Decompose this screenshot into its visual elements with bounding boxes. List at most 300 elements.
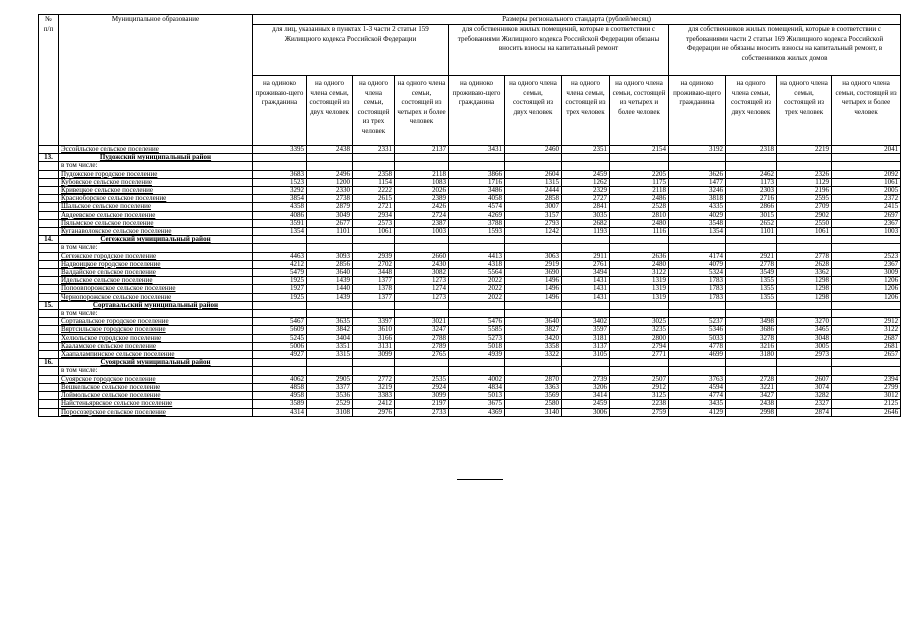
value-cell: 5324 — [669, 269, 726, 277]
value-cell: 1206 — [832, 277, 901, 285]
value-cell: 2739 — [562, 375, 610, 383]
value-cell: 3351 — [307, 342, 353, 350]
value-cell: 2196 — [777, 187, 832, 195]
value-cell: 3049 — [307, 211, 353, 219]
value-cell: 4778 — [669, 342, 726, 350]
municipality-name: Пяльмское сельское поселение — [59, 219, 253, 227]
value-cell: 2934 — [353, 211, 395, 219]
municipality-name: Вешкельское сельское поселение — [59, 383, 253, 391]
value-cell — [395, 162, 449, 170]
value-cell — [726, 359, 777, 367]
value-cell: 2222 — [353, 187, 395, 195]
value-cell: 4079 — [669, 260, 726, 268]
value-cell: 3690 — [505, 269, 562, 277]
value-cell: 2005 — [832, 187, 901, 195]
municipality-name: Пудожское городское поселение — [59, 170, 253, 178]
value-cell — [669, 162, 726, 170]
municipality-name: в том числе: — [59, 162, 253, 170]
row-number — [39, 375, 59, 383]
value-cell — [449, 301, 505, 309]
value-cell: 5033 — [669, 334, 726, 342]
value-cell — [307, 162, 353, 170]
value-cell: 1593 — [449, 228, 505, 236]
district-row — [39, 359, 901, 367]
municipality-column-header: Муниципальное образование — [59, 15, 253, 146]
value-cell — [726, 244, 777, 252]
value-cell — [777, 367, 832, 375]
subheading-row — [39, 310, 901, 318]
value-cell: 4958 — [253, 392, 307, 400]
value-cell: 3363 — [505, 383, 562, 391]
value-cell: 1061 — [777, 228, 832, 236]
table-row — [39, 277, 901, 285]
value-cell: 1274 — [395, 285, 449, 293]
municipality-name: Идельское сельское поселение — [59, 277, 253, 285]
municipality-name: Сегежское городское поселение — [59, 252, 253, 260]
value-cell: 2480 — [610, 219, 669, 227]
value-cell: 2330 — [307, 187, 353, 195]
value-cell: 3015 — [726, 211, 777, 219]
subheader-12: на одного члена семьи, состоящей из четырех и более человек — [832, 76, 901, 146]
value-cell: 4369 — [449, 408, 505, 416]
value-cell: 3842 — [307, 326, 353, 334]
value-cell — [777, 310, 832, 318]
row-number — [39, 310, 59, 318]
value-cell: 3216 — [726, 342, 777, 350]
value-cell: 3536 — [307, 392, 353, 400]
value-cell: 1003 — [395, 228, 449, 236]
value-cell: 3137 — [562, 342, 610, 350]
row-number — [39, 187, 59, 195]
municipality-name: в том числе: — [59, 367, 253, 375]
value-cell: 2022 — [449, 293, 505, 301]
value-cell: 5018 — [449, 342, 505, 350]
district-name: Пудожский муниципальный район — [59, 154, 253, 162]
value-cell — [505, 310, 562, 318]
value-cell: 1783 — [669, 285, 726, 293]
value-cell: 2858 — [505, 195, 562, 203]
value-cell: 1431 — [562, 285, 610, 293]
table-row — [39, 178, 901, 186]
subheading-row — [39, 244, 901, 252]
value-cell: 3005 — [777, 342, 832, 350]
value-cell: 3818 — [669, 195, 726, 203]
table-row — [39, 293, 901, 301]
value-cell — [449, 162, 505, 170]
value-cell: 3395 — [253, 146, 307, 154]
value-cell — [395, 154, 449, 162]
value-cell: 1496 — [505, 285, 562, 293]
value-cell: 3099 — [353, 351, 395, 359]
subheader-7: на одного члена семьи, состоящей из трех человек — [562, 76, 610, 146]
value-cell — [610, 236, 669, 244]
value-cell: 3626 — [669, 170, 726, 178]
row-number — [39, 392, 59, 400]
value-cell: 1355 — [726, 285, 777, 293]
value-cell: 1083 — [395, 178, 449, 186]
value-cell — [726, 367, 777, 375]
value-cell: 1496 — [505, 293, 562, 301]
row-number: 15. — [39, 301, 59, 309]
value-cell: 2523 — [832, 252, 901, 260]
value-cell: 3404 — [307, 334, 353, 342]
value-cell: 4212 — [253, 260, 307, 268]
table-row — [39, 260, 901, 268]
subheading-row — [39, 162, 901, 170]
value-cell: 2092 — [832, 170, 901, 178]
value-cell: 2367 — [832, 219, 901, 227]
value-cell — [449, 236, 505, 244]
value-cell: 1925 — [253, 277, 307, 285]
value-cell: 3192 — [669, 146, 726, 154]
value-cell: 2372 — [832, 195, 901, 203]
value-cell — [669, 367, 726, 375]
value-cell — [726, 236, 777, 244]
value-cell — [253, 154, 307, 162]
value-cell: 2389 — [395, 195, 449, 203]
value-cell: 3788 — [449, 219, 505, 227]
municipality-name: Шальское сельское поселение — [59, 203, 253, 211]
value-cell: 2687 — [832, 334, 901, 342]
value-cell: 3025 — [610, 318, 669, 326]
value-cell: 1378 — [353, 285, 395, 293]
value-cell: 2905 — [307, 375, 353, 383]
value-cell: 2866 — [726, 203, 777, 211]
subheader-3: на одного члена семьи, состоящей из трех человек — [353, 76, 395, 146]
value-cell: 2765 — [395, 351, 449, 359]
value-cell — [353, 162, 395, 170]
value-cell: 1377 — [353, 293, 395, 301]
row-number — [39, 211, 59, 219]
value-cell: 1319 — [610, 293, 669, 301]
value-cell — [777, 244, 832, 252]
subheader-10: на одного члена семьи, состоящей из двух человек — [726, 76, 777, 146]
value-cell: 2924 — [395, 383, 449, 391]
table-row — [39, 146, 901, 154]
value-cell: 2238 — [610, 400, 669, 408]
value-cell: 3105 — [562, 351, 610, 359]
value-cell — [610, 244, 669, 252]
standard-sizes-title: Размеры регионального стандарта (рублей/месяц) — [253, 15, 900, 25]
value-cell: 4174 — [669, 252, 726, 260]
value-cell — [395, 310, 449, 318]
value-cell: 2462 — [726, 170, 777, 178]
value-cell: 3235 — [610, 326, 669, 334]
value-cell: 2856 — [307, 260, 353, 268]
value-cell: 3048 — [777, 334, 832, 342]
value-cell: 1319 — [610, 285, 669, 293]
municipality-name: Эссойльское сельское поселение — [59, 146, 253, 154]
value-cell: 2870 — [505, 375, 562, 383]
end-of-document-line — [457, 479, 503, 480]
municipality-name: Вяртсильское городское поселение — [59, 326, 253, 334]
value-cell — [669, 236, 726, 244]
value-cell: 2507 — [610, 375, 669, 383]
municipality-name: Хелюльское городское поселение — [59, 334, 253, 342]
value-cell: 3315 — [307, 351, 353, 359]
value-cell: 2738 — [307, 195, 353, 203]
row-number — [39, 326, 59, 334]
row-number — [39, 260, 59, 268]
value-cell: 2778 — [726, 260, 777, 268]
value-cell: 1927 — [253, 285, 307, 293]
value-cell: 3763 — [669, 375, 726, 383]
value-cell: 2326 — [777, 170, 832, 178]
district-row — [39, 154, 901, 162]
table-row — [39, 334, 901, 342]
value-cell — [353, 367, 395, 375]
value-cell: 3219 — [353, 383, 395, 391]
table-row — [39, 351, 901, 359]
value-cell: 3597 — [562, 326, 610, 334]
value-cell — [610, 162, 669, 170]
value-cell: 3140 — [505, 408, 562, 416]
value-cell — [505, 359, 562, 367]
value-cell: 3589 — [253, 400, 307, 408]
row-number — [39, 170, 59, 178]
value-cell: 2358 — [353, 170, 395, 178]
value-cell: 2607 — [777, 375, 832, 383]
row-number — [39, 285, 59, 293]
value-cell — [307, 367, 353, 375]
value-cell — [562, 236, 610, 244]
municipality-name: в том числе: — [59, 244, 253, 252]
value-cell — [832, 301, 901, 309]
table-row — [39, 269, 901, 277]
value-cell — [777, 359, 832, 367]
value-cell: 1101 — [307, 228, 353, 236]
subheader-4: на одного члена семьи, состоящей из четырех и более человек — [395, 76, 449, 146]
value-cell: 1242 — [505, 228, 562, 236]
value-cell — [395, 301, 449, 309]
value-cell: 2912 — [610, 383, 669, 391]
value-cell — [307, 154, 353, 162]
value-cell: 3292 — [253, 187, 307, 195]
municipality-name: Лоймольское сельское поселение — [59, 392, 253, 400]
value-cell: 2716 — [726, 195, 777, 203]
value-cell: 1783 — [669, 293, 726, 301]
value-cell — [610, 310, 669, 318]
value-cell: 5585 — [449, 326, 505, 334]
value-cell: 2480 — [610, 260, 669, 268]
value-cell: 2118 — [395, 170, 449, 178]
district-name: Суоярский муниципальный район — [59, 359, 253, 367]
value-cell — [669, 154, 726, 162]
municipality-name: Суоярское городское поселение — [59, 375, 253, 383]
value-cell: 5245 — [253, 334, 307, 342]
value-cell — [832, 244, 901, 252]
value-cell: 2022 — [449, 285, 505, 293]
value-cell: 3498 — [726, 318, 777, 326]
value-cell — [610, 367, 669, 375]
value-cell: 4058 — [449, 195, 505, 203]
value-cell: 2902 — [777, 211, 832, 219]
table-row — [39, 342, 901, 350]
value-cell: 2303 — [726, 187, 777, 195]
value-cell: 2137 — [395, 146, 449, 154]
municipality-name: Авдеевское сельское поселение — [59, 211, 253, 219]
municipality-name: Валдайское сельское поселение — [59, 269, 253, 277]
value-cell — [669, 359, 726, 367]
row-number: 14. — [39, 236, 59, 244]
value-cell: 2205 — [610, 170, 669, 178]
value-cell — [253, 162, 307, 170]
table-row — [39, 219, 901, 227]
value-cell — [726, 162, 777, 170]
value-cell: 2528 — [610, 203, 669, 211]
value-cell: 5564 — [449, 269, 505, 277]
value-cell: 4413 — [449, 252, 505, 260]
value-cell — [307, 359, 353, 367]
value-cell: 2573 — [353, 219, 395, 227]
value-cell: 2580 — [505, 400, 562, 408]
value-cell: 3270 — [777, 318, 832, 326]
value-cell — [777, 162, 832, 170]
subheading-row — [39, 367, 901, 375]
value-cell: 2125 — [832, 400, 901, 408]
value-cell — [505, 236, 562, 244]
value-cell: 5237 — [669, 318, 726, 326]
value-cell: 2327 — [777, 400, 832, 408]
row-number — [39, 351, 59, 359]
row-number — [39, 367, 59, 375]
value-cell: 2921 — [726, 252, 777, 260]
value-cell: 4574 — [449, 203, 505, 211]
district-name: Сортавальский муниципальный район — [59, 301, 253, 309]
value-cell: 3827 — [505, 326, 562, 334]
value-cell: 3099 — [395, 392, 449, 400]
value-cell: 2595 — [777, 195, 832, 203]
value-cell: 5273 — [449, 334, 505, 342]
table-row — [39, 170, 901, 178]
table-row — [39, 228, 901, 236]
municipality-name: Надвоицкое городское поселение — [59, 260, 253, 268]
value-cell: 1439 — [307, 293, 353, 301]
value-cell — [832, 154, 901, 162]
value-cell: 3322 — [505, 351, 562, 359]
value-cell: 2615 — [353, 195, 395, 203]
row-number — [39, 146, 59, 154]
row-number — [39, 252, 59, 260]
value-cell: 1377 — [353, 277, 395, 285]
value-cell: 1173 — [726, 178, 777, 186]
value-cell: 2879 — [307, 203, 353, 211]
value-cell: 3383 — [353, 392, 395, 400]
table-row — [39, 195, 901, 203]
value-cell: 4318 — [449, 260, 505, 268]
table-row — [39, 392, 901, 400]
value-cell: 3221 — [726, 383, 777, 391]
value-cell: 2041 — [832, 146, 901, 154]
value-cell — [353, 301, 395, 309]
row-number — [39, 293, 59, 301]
value-cell: 2709 — [777, 203, 832, 211]
value-cell: 4834 — [449, 383, 505, 391]
value-cell: 3021 — [395, 318, 449, 326]
value-cell: 4594 — [669, 383, 726, 391]
value-cell: 1440 — [307, 285, 353, 293]
value-cell: 4002 — [449, 375, 505, 383]
district-row — [39, 236, 901, 244]
group-header-1: для лиц, указанных в пунктах 1-3 части 2 статьи 159 Жилищного кодекса Российской Федерации — [253, 25, 449, 75]
value-cell: 3640 — [307, 269, 353, 277]
value-cell: 3686 — [726, 326, 777, 334]
district-row — [39, 301, 901, 309]
value-cell: 3402 — [562, 318, 610, 326]
value-cell: 1116 — [610, 228, 669, 236]
value-cell: 3125 — [610, 392, 669, 400]
value-cell: 4939 — [449, 351, 505, 359]
value-cell: 3866 — [449, 170, 505, 178]
value-cell: 3131 — [353, 342, 395, 350]
table-row — [39, 326, 901, 334]
value-cell: 3640 — [505, 318, 562, 326]
value-cell: 1355 — [726, 277, 777, 285]
value-cell: 2459 — [562, 170, 610, 178]
value-cell: 1354 — [253, 228, 307, 236]
value-cell — [832, 236, 901, 244]
subheader-8: на одного члена семьи, состоящей из четырех и более человек — [610, 76, 669, 146]
value-cell: 2430 — [395, 260, 449, 268]
value-cell: 2154 — [610, 146, 669, 154]
value-cell — [449, 154, 505, 162]
value-cell: 3035 — [562, 211, 610, 219]
value-cell: 2535 — [395, 375, 449, 383]
municipality-name: в том числе: — [59, 310, 253, 318]
value-cell: 5006 — [253, 342, 307, 350]
value-cell: 2778 — [777, 252, 832, 260]
value-cell: 1925 — [253, 293, 307, 301]
value-cell: 2022 — [449, 277, 505, 285]
value-cell: 2460 — [505, 146, 562, 154]
value-cell — [253, 367, 307, 375]
value-cell: 2681 — [832, 342, 901, 350]
value-cell: 2628 — [777, 260, 832, 268]
value-cell: 3180 — [726, 351, 777, 359]
value-cell: 4335 — [669, 203, 726, 211]
value-cell: 3157 — [505, 211, 562, 219]
value-cell: 1200 — [307, 178, 353, 186]
table-row — [39, 252, 901, 260]
value-cell: 3414 — [562, 392, 610, 400]
value-cell: 2318 — [726, 146, 777, 154]
value-cell: 1477 — [669, 178, 726, 186]
standards-table — [38, 14, 901, 417]
standard-sizes-header — [253, 15, 901, 76]
value-cell: 3549 — [726, 269, 777, 277]
row-number — [39, 400, 59, 408]
value-cell: 1129 — [777, 178, 832, 186]
value-cell — [777, 154, 832, 162]
value-cell: 2219 — [777, 146, 832, 154]
value-cell: 2486 — [610, 195, 669, 203]
value-cell — [353, 154, 395, 162]
value-cell: 2919 — [505, 260, 562, 268]
value-cell: 1431 — [562, 277, 610, 285]
value-cell: 5609 — [253, 326, 307, 334]
value-cell — [777, 301, 832, 309]
value-cell: 1431 — [562, 293, 610, 301]
value-cell: 2799 — [832, 383, 901, 391]
value-cell: 2793 — [505, 219, 562, 227]
value-cell: 3362 — [777, 269, 832, 277]
value-cell — [353, 236, 395, 244]
value-cell: 3683 — [253, 170, 307, 178]
municipality-name: Попоовпорожское сельское поселение — [59, 285, 253, 293]
value-cell — [562, 244, 610, 252]
value-cell: 2426 — [395, 203, 449, 211]
value-cell: 3093 — [307, 252, 353, 260]
